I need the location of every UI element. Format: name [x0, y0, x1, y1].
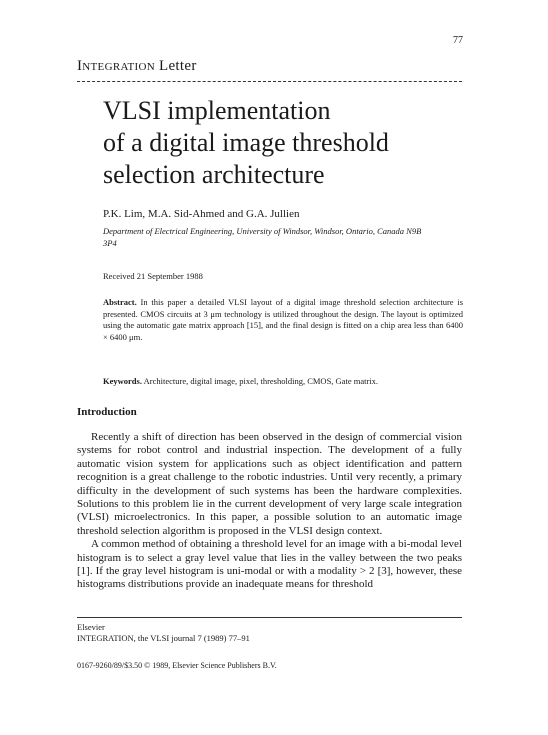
abstract	[103, 297, 463, 343]
journal-name-suffix: Letter	[159, 58, 197, 74]
footer-rule	[77, 617, 462, 618]
authors: P.K. Lim, M.A. Sid-Ahmed and G.A. Jullien	[103, 208, 300, 220]
abstract-label: Abstract.	[103, 297, 137, 307]
journal-name	[77, 58, 197, 75]
body-text	[77, 431, 462, 592]
title-line: of a digital image threshold	[103, 128, 389, 157]
title-line: selection architecture	[103, 160, 325, 189]
paragraph: Recently a shift of direction has been observed in the design of commercial vision systems for robot control and industrial inspection. The development of a fully automatic vision system for applications such as object identification and pattern recognition is a great challenge to the robotic industries. Until very recently, a primary difficulty in the development of such systems has been the hardware complexities. Solutions to this problem lie in the current development of very large scale integration (VLSI) microelectronics. In this paper, a possible solution to an automatic image threshold selection algorithm is proposed in the VLSI design context.	[77, 431, 462, 537]
keywords	[103, 376, 463, 386]
keywords-text: Architecture, digital image, pixel, thresholding, CMOS, Gate matrix.	[143, 376, 379, 386]
paragraph: A common method of obtaining a threshold level for an image with a bi-modal level histogram is to select a gray level value that lies in the valley between the two peaks [1]. If the gray level histogram is uni-modal or with a modality > 2 [3], however, these histograms distributions provide an inadequate means for threshold	[77, 538, 462, 591]
received-date: Received 21 September 1988	[103, 271, 203, 281]
journal-name-small-caps: Integration	[77, 58, 155, 74]
section-heading: Introduction	[77, 406, 137, 418]
keywords-label: Keywords.	[103, 376, 142, 386]
publisher: Elsevier	[77, 622, 105, 632]
footer	[77, 622, 250, 644]
paper-title	[103, 95, 389, 191]
page-number: 77	[453, 35, 463, 46]
header-rule	[77, 81, 462, 82]
abstract-text: In this paper a detailed VLSI layout of a digital image threshold selection architecture is presented. CMOS circuits at 3 μm technology is utilized throughout the design. The layout is optimized using the automatic gate matrix approach [15], and the final design is fitted on a chip area less than 6400 × 6400 μm.	[103, 297, 464, 342]
title-line: VLSI implementation	[103, 96, 331, 125]
copyright: 0167-9260/89/$3.50 © 1989, Elsevier Science Publishers B.V.	[77, 661, 277, 670]
citation: INTEGRATION, the VLSI journal 7 (1989) 77–91	[77, 633, 250, 643]
affiliation: Department of Electrical Engineering, University of Windsor, Windsor, Ontario, Canada N9B 3P4	[103, 226, 422, 248]
